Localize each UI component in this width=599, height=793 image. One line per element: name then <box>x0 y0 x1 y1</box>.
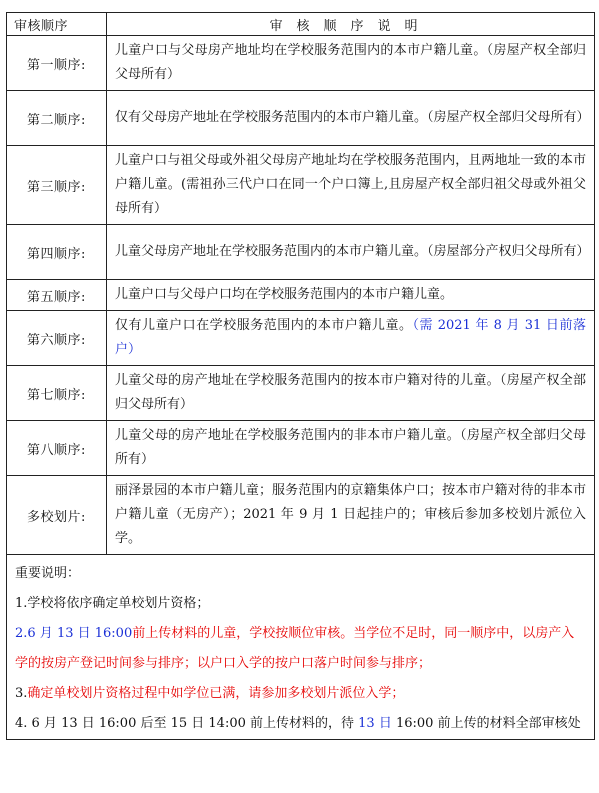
important-notes <box>7 555 595 740</box>
note-item-3 <box>15 679 586 709</box>
table-row <box>7 366 595 421</box>
row-description: 儿童户口与父母户口均在学校服务范围内的本市户籍儿童。 <box>107 280 595 311</box>
row-description: 丽泽景园的本市户籍儿童；服务范围内的京籍集体户口；按本市户籍对待的非本市户籍儿童（无房产）；2021 年 9 月 1 日起挂户的；审核后参加多校划片派位入学。 <box>107 476 595 555</box>
row-description: 仅有父母房产地址在学校服务范围内的本市户籍儿童。（房屋产权全部归父母所有） <box>107 91 595 146</box>
row-description-note: （需 2021 年 8 月 31 日前落户） <box>115 318 586 357</box>
row-description: 儿童户口与祖父母或外祖父母房产地址均在学校服务范围内，且两地址一致的本市户籍儿童。(需祖孙三代户口在同一个户口簿上,且房屋产权全部归祖父母或外祖父母所有） <box>107 146 595 225</box>
row-description: 儿童父母的房产地址在学校服务范围内的按本市户籍对待的儿童。（房屋产权全部归父母所有） <box>107 366 595 421</box>
header-order: 审核顺序 <box>7 13 107 36</box>
table-row <box>7 36 595 91</box>
note-item-4-highlight: 13 日 <box>358 716 392 731</box>
table-row <box>7 476 595 555</box>
table-row <box>7 311 595 366</box>
note-item-2-text: 前上传材料的儿童，学校按顺位审核。当学位不足时，同一顺序中，以房产入学的按房产登记时间参与排序；以户口入学的按户口落户时间参与排序； <box>15 626 575 671</box>
notes-title: 重要说明： <box>15 566 81 581</box>
row-order-label: 第二顺序: <box>7 91 107 146</box>
row-description <box>107 311 595 366</box>
row-description: 儿童父母的房产地址在学校服务范围内的非本市户籍儿童。（房屋产权全部归父母所有） <box>107 421 595 476</box>
row-order-label: 第八顺序: <box>7 421 107 476</box>
note-item-2-date: 6 月 13 日 16:00 <box>27 626 133 641</box>
review-order-table <box>6 12 595 740</box>
note-item-3-number: 3. <box>15 686 28 701</box>
row-order-label: 第六顺序: <box>7 311 107 366</box>
row-order-label: 第七顺序: <box>7 366 107 421</box>
table-row <box>7 91 595 146</box>
note-item-1: 1.学校将依序确定单校划片资格； <box>15 596 210 611</box>
note-item-2-number: 2. <box>15 626 28 641</box>
note-item-4 <box>15 709 586 739</box>
row-order-label: 第五顺序: <box>7 280 107 311</box>
table-header-row <box>7 13 595 36</box>
row-order-label: 第一顺序: <box>7 36 107 91</box>
notes-row <box>7 555 595 740</box>
row-order-label: 第三顺序: <box>7 146 107 225</box>
table-row <box>7 146 595 225</box>
table-row <box>7 421 595 476</box>
row-description: 儿童户口与父母房产地址均在学校服务范围内的本市户籍儿童。（房屋产权全部归父母所有） <box>107 36 595 91</box>
note-item-3-text: 确定单校划片资格过程中如学位已满，请参加多校划片派位入学； <box>27 686 405 701</box>
header-description: 审核顺序说明 <box>107 13 595 36</box>
table-row <box>7 280 595 311</box>
note-item-4-text-a: 4. 6 月 13 日 16:00 后至 15 日 14:00 前上传材料的，待 <box>15 716 359 731</box>
note-item-2 <box>15 619 586 679</box>
row-description: 儿童父母房产地址在学校服务范围内的本市户籍儿童。（房屋部分产权归父母所有） <box>107 225 595 280</box>
row-order-label: 第四顺序: <box>7 225 107 280</box>
table-row <box>7 225 595 280</box>
row-description-text: 仅有儿童户口在学校服务范围内的本市户籍儿童。 <box>115 318 413 333</box>
note-item-4-text-c: 16:00 前上传的材料全部审核处 <box>391 716 581 731</box>
row-order-label: 多校划片: <box>7 476 107 555</box>
